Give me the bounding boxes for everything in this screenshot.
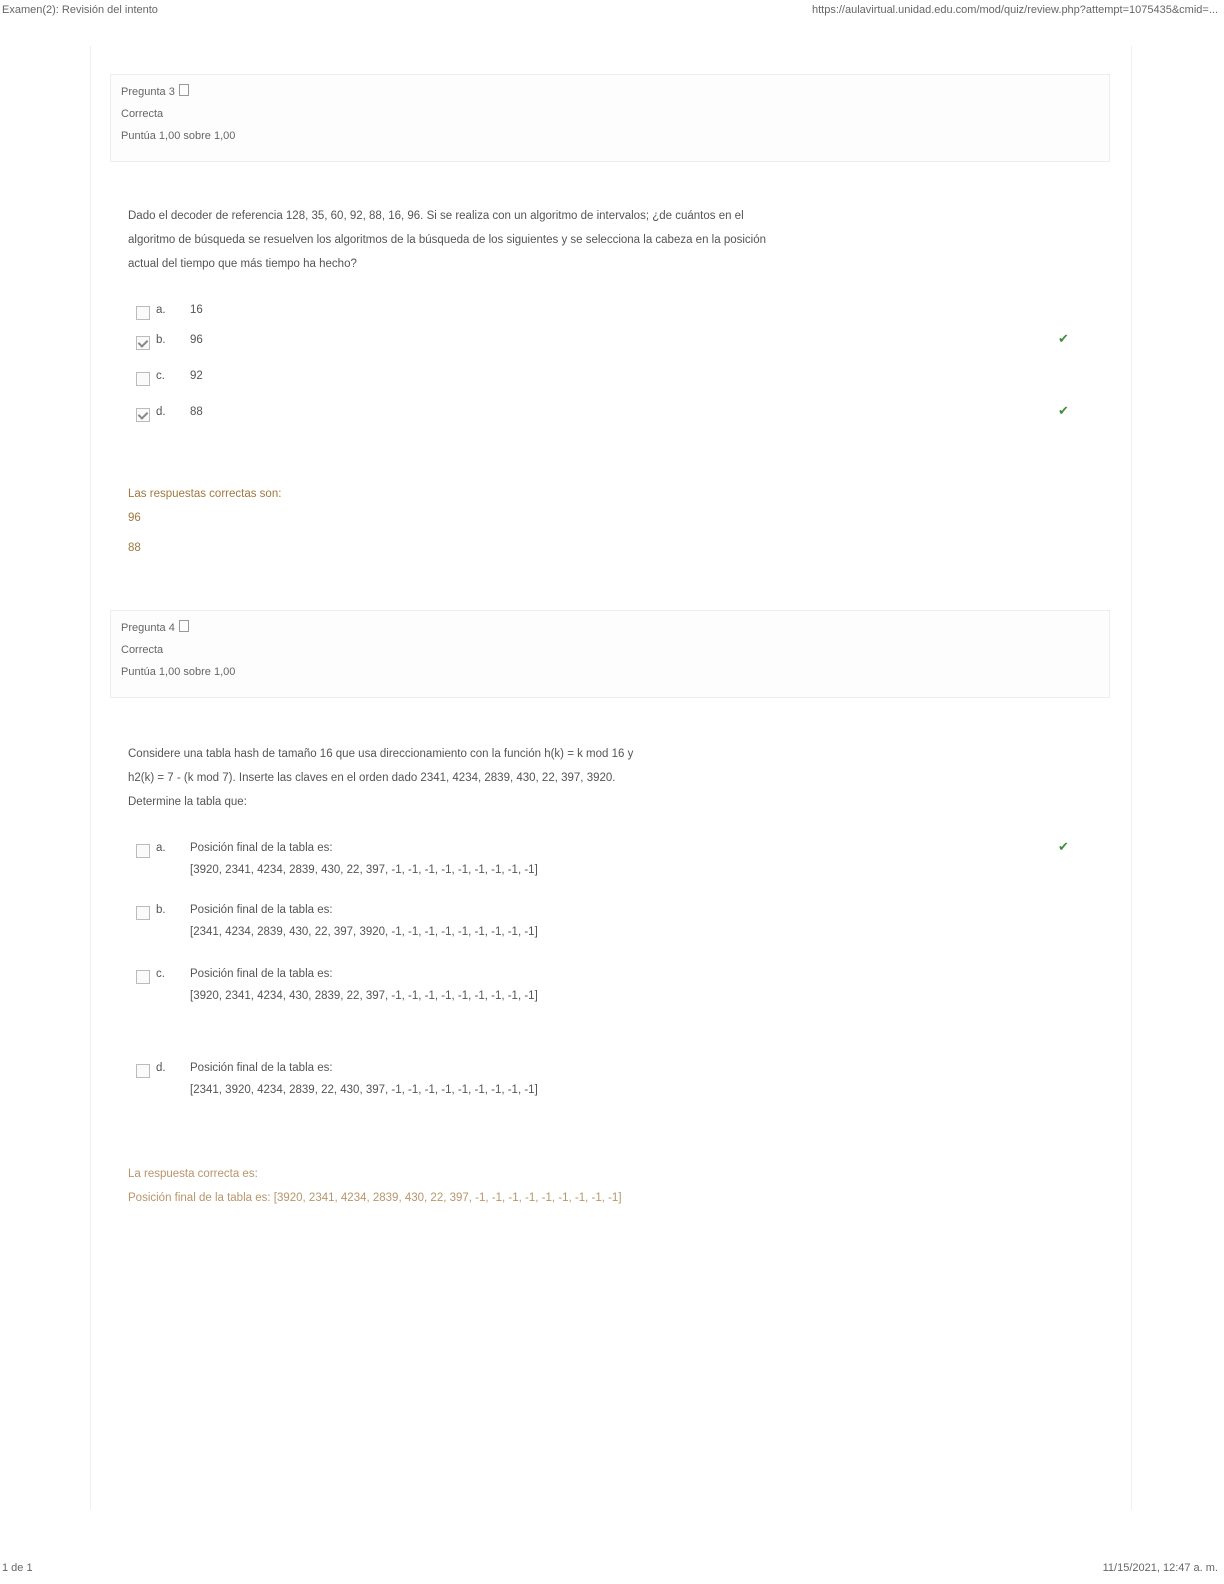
answer-option[interactable] (136, 968, 1076, 1012)
question-info (110, 610, 1110, 698)
answer-letter: d. (156, 1062, 166, 1074)
answer-option[interactable] (136, 839, 1076, 886)
question-text-line: Dado el decoder de referencia 128, 35, 60, 92, 88, 16, 96. Si se realiza con un algoritmo de intervalos; ¿de cuántos en el (128, 210, 744, 222)
answer-checkbox[interactable] (136, 306, 150, 320)
answer-text: Posición final de la tabla es: (190, 968, 333, 980)
question-info (110, 74, 1110, 162)
question-text (128, 204, 1078, 276)
feedback-label: Las respuestas correctas son: (128, 488, 282, 500)
answer-text: Posición final de la tabla es: (190, 904, 333, 916)
answer-text: 16 (190, 304, 203, 316)
print-header-url: https://aulavirtual.unidad.edu.com/mod/quiz/review.php?attempt=1075435&cmid=... (811, 4, 1218, 16)
answer-text: 88 (190, 406, 203, 418)
answer-checkbox[interactable] (136, 1064, 150, 1078)
answer-letter: d. (156, 406, 166, 418)
question-state: Correcta (121, 108, 164, 120)
question-text-line: Considere una tabla hash de tamaño 16 que usa direccionamiento con la función h(k) = k mod 16 y (128, 748, 634, 760)
question-text-line: h2(k) = 7 - (k mod 7). Inserte las claves en el orden dado 2341, 4234, 2839, 430, 22, 397, 3920. (128, 772, 616, 784)
question-text-line: actual del tiempo que más tiempo ha hecho? (128, 258, 357, 270)
answer-checkbox[interactable] (136, 970, 150, 984)
print-header (0, 4, 1224, 22)
feedback-value: 96 (128, 512, 141, 524)
answer-checkbox[interactable] (136, 372, 150, 386)
feedback-value: Posición final de la tabla es: [3920, 2341, 4234, 2839, 430, 22, 397, -1, -1, -1, -1, -1, -1, -1, -1, -1] (128, 1192, 622, 1204)
correct-check-icon: ✔ (1058, 403, 1069, 418)
question-text-line: algoritmo de búsqueda se resuelven los algoritmos de la búsqueda de los siguientes y se selecciona la cabeza en la posición (128, 234, 767, 246)
feedback-value: 88 (128, 542, 141, 554)
answer-text: 96 (190, 334, 203, 346)
print-header-title: Examen(2): Revisión del intento (2, 4, 158, 16)
answer-text-detail: [3920, 2341, 4234, 430, 2839, 22, 397, -1, -1, -1, -1, -1, -1, -1, -1, -1] (190, 990, 538, 1002)
question-number: Pregunta 3 (121, 86, 175, 98)
answer-option[interactable] (136, 1062, 1076, 1106)
answer-letter: b. (156, 904, 166, 916)
answer-text: Posición final de la tabla es: (190, 842, 333, 854)
answer-letter: c. (156, 968, 165, 980)
question-mark: Puntúa 1,00 sobre 1,00 (121, 130, 236, 142)
print-timestamp: 11/15/2021, 12:47 a. m. (1102, 1562, 1218, 1574)
question-text-line: Determine la tabla que: (128, 796, 247, 808)
answer-letter: b. (156, 334, 166, 346)
answer-checkbox[interactable] (136, 408, 150, 422)
question-number: Pregunta 4 (121, 622, 175, 634)
answer-checkbox[interactable] (136, 844, 150, 858)
answer-letter: a. (156, 842, 166, 854)
answer-letter: c. (156, 370, 165, 382)
answer-text-detail: [2341, 3920, 4234, 2839, 22, 430, 397, -1, -1, -1, -1, -1, -1, -1, -1, -1] (190, 1084, 538, 1096)
question-mark: Puntúa 1,00 sobre 1,00 (121, 666, 236, 678)
correct-answer-feedback (128, 1162, 1078, 1210)
page-count: 1 de 1 (2, 1562, 33, 1574)
question-text (128, 742, 1078, 814)
correct-check-icon: ✔ (1058, 331, 1069, 346)
feedback-label: La respuesta correcta es: (128, 1168, 258, 1180)
correct-answer-feedback (128, 482, 1078, 560)
answer-text: 92 (190, 370, 203, 382)
question-state: Correcta (121, 644, 164, 656)
answer-text: Posición final de la tabla es: (190, 1062, 333, 1074)
flag-icon[interactable] (179, 84, 189, 96)
answer-text-detail: [2341, 4234, 2839, 430, 22, 397, 3920, -1, -1, -1, -1, -1, -1, -1, -1, -1] (190, 926, 538, 938)
flag-icon[interactable] (179, 620, 189, 632)
answer-text-detail: [3920, 2341, 4234, 2839, 430, 22, 397, -1, -1, -1, -1, -1, -1, -1, -1, -1] (190, 864, 538, 876)
print-footer (0, 1562, 1224, 1580)
answer-option[interactable] (136, 904, 1076, 948)
answer-checkbox[interactable] (136, 336, 150, 350)
correct-check-icon: ✔ (1058, 839, 1069, 854)
answer-letter: a. (156, 304, 166, 316)
answer-checkbox[interactable] (136, 906, 150, 920)
